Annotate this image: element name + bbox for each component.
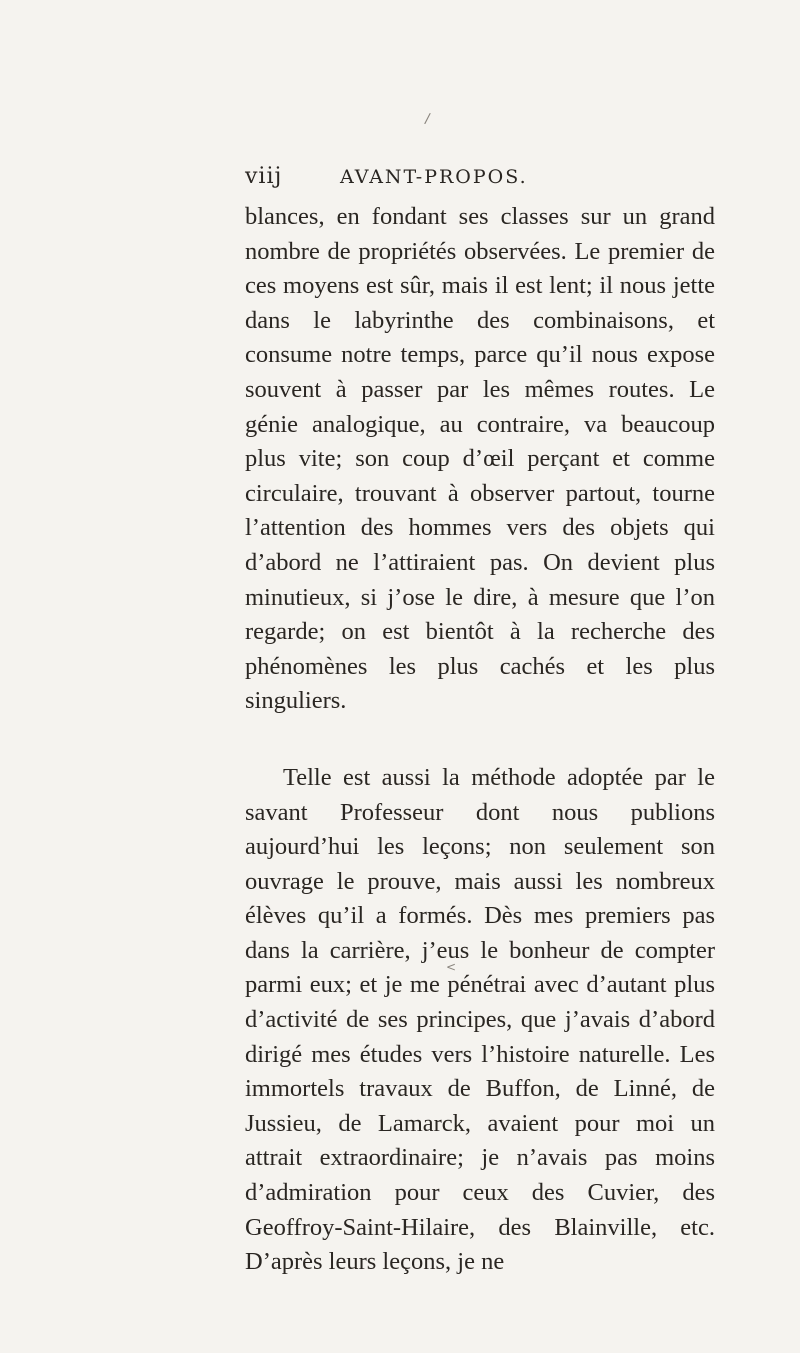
page-number: viij — [245, 164, 283, 189]
paragraph-2: Telle est aussi la méthode adoptée par le savant Professeur dont nous publions aujourd’hui les leçons; non seulement son ouvrage le prouve, mais aussi les nombreux élèves qu’il a formés. Dès mes premiers pas dans la carrière, j’eus le bonheur de compter parmi eux; et je me pénétrai avec d’autant plus d’activité de ses principes, que j’avais d’abord dirigé mes études vers l’histoire naturelle. Les immortels travaux de Buffon, de Linné, de Jussieu, de Lamarck, avaient pour moi un attrait extraordinaire; je n’avais pas moins d’admiration pour ceux des Cuvier, des Geoffroy-Saint-Hilaire, des Blainville, etc. D’après leurs leçons, je ne — [245, 763, 715, 1276]
stray-mark-top: / — [423, 110, 432, 128]
paragraph-1: blances, en fondant ses classes sur un grand nombre de propriétés observées. Le premier de ces moyens est sûr, mais il est lent; il nous jette dans le labyrinthe des combinaisons, et consume notre temps, parce qu’il nous expose souvent à passer par les mêmes routes. Le génie analogique, au contraire, va beaucoup plus vite; son coup d’œil perçant et comme circulaire, trouvant à observer partout, tourne l’attention des hommes vers des objets qui d’abord ne l’attiraient pas. On devient plus minutieux, si j’ose le dire, à mesure que l’on regarde; on est bientôt à la recherche des phénomènes les plus cachés et les plus singuliers. — [245, 203, 715, 715]
body-text — [245, 200, 715, 1280]
stray-mark-bottom: < — [446, 960, 457, 974]
running-title: AVANT-PROPOS. — [340, 166, 528, 188]
page-header — [245, 164, 715, 194]
